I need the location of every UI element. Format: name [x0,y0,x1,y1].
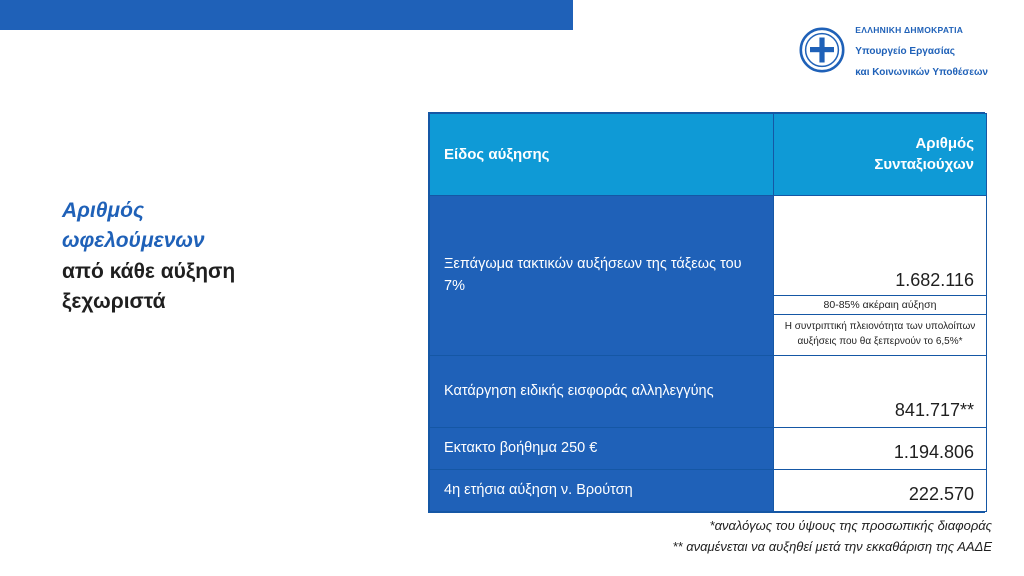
row-value-solidarity-levy [774,356,987,428]
row-value-main: 1.194.806 [893,442,974,462]
headline-rest-1: από κάθε αύξηση [62,259,236,283]
headline-rest-2: ξεχωριστά [62,290,166,314]
beneficiaries-table [428,112,985,513]
table-header-count-line1: Αριθμός [915,135,974,153]
table-header-count [774,114,987,196]
table-header-row [430,114,987,196]
ministry-logo-text [855,18,988,81]
row-value-main: 1.682.116 [895,270,974,290]
row-label-extra-aid: Εκτακτο βοήθημα 250 € [430,428,774,470]
ministry-logo [799,18,988,81]
logo-line-ministry: Υπουργείο Εργασίας [855,46,955,58]
table-row [430,356,987,428]
hellenic-republic-emblem-icon [799,27,845,73]
footnotes [672,516,992,558]
table-header-count-line2: Συνταξιούχων [874,155,974,173]
row-value-fourth-annual-increase [774,470,987,512]
footnote-2: ** αναμένεται να αυξηθεί μετά την εκκαθάριση της ΑΑΔΕ [672,539,992,555]
row-value-main: 841.717** [894,400,974,420]
top-decorative-bar [0,0,573,30]
row-value-main: 222.570 [908,484,974,504]
row-label-fourth-annual-increase: 4η ετήσια αύξηση ν. Βρούτση [430,470,774,512]
row-label-freeze-unfreeze: Ξεπάγωμα τακτικών αυξήσεων της τάξεως του 7% [430,196,774,356]
footnote-1: *αναλόγως του ύψους της προσωπικής διαφοράς [709,518,992,534]
table-row [430,196,987,356]
row-value-freeze-unfreeze [774,196,987,356]
logo-line-ministry-cont: και Κοινωνικών Υποθέσεων [855,67,988,79]
table-header-type: Είδος αύξησης [430,114,774,196]
row-value-note-1: 80-85% ακέραιη αύξηση [774,295,986,314]
row-value-note-2: Η συντριπτική πλειονότητα των υπολοίπων αυξήσεις που θα ξεπερνούν το 6,5%* [774,314,986,355]
table-row [430,470,987,512]
headline-accent-1: Αριθμός [62,199,145,222]
table-row [430,428,987,470]
row-label-solidarity-levy: Κατάργηση ειδικής εισφοράς αλληλεγγύης [430,356,774,428]
logo-line-republic: ΕΛΛΗΝΙΚΗ ΔΗΜΟΚΡΑΤΙΑ [855,25,964,35]
headline-accent-2: ωφελούμενων [62,229,205,253]
row-value-extra-aid [774,428,987,470]
page-title [62,196,362,318]
